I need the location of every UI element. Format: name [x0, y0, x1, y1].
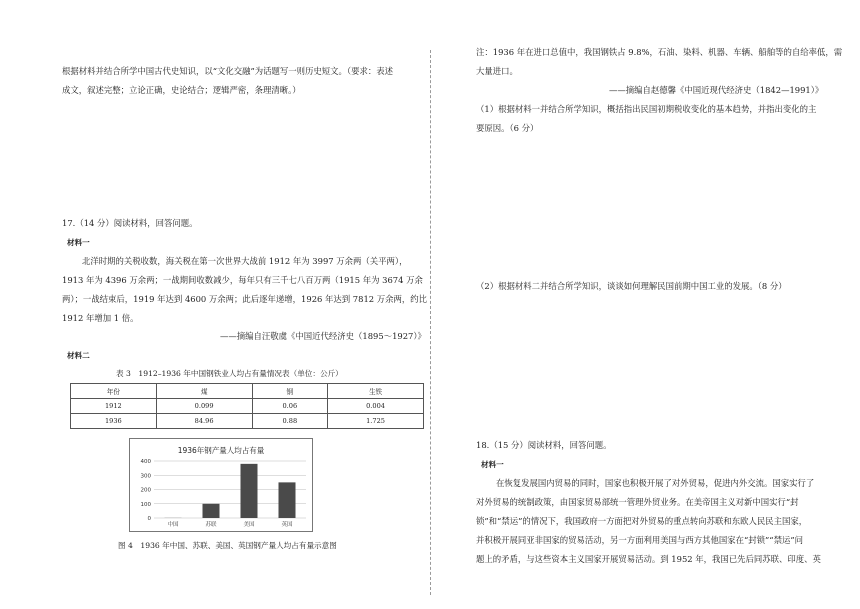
table-cell: 0.004 — [328, 399, 424, 414]
q17-subquestion-1-line-2: 要原因。（6 分） — [476, 123, 539, 133]
chart-svg — [130, 439, 312, 531]
material2-source: ——摘编自赵德馨《中国近现代经济史（1842—1991）》 — [609, 85, 824, 95]
chart-bar — [279, 482, 296, 518]
column-divider — [430, 50, 431, 595]
q18-heading: 18.（15 分）阅读材料，回答问题。 — [476, 440, 612, 450]
table-cell: 1936 — [71, 414, 157, 429]
q17-material1-source: ——摘编自汪敬虞《中国近代经济史（1895～1927）》 — [220, 331, 426, 341]
q17-heading: 17.（14 分）阅读材料，回答问题。 — [62, 218, 198, 228]
chart-x-tick-label: 英国 — [281, 522, 293, 528]
q18-material1-line: 题上的矛盾，与这些资本主义国家开展贸易活动。到 1952 年，我国已先后同苏联、印度、英 — [476, 554, 821, 564]
figure-caption: 图 4 1936 年中国、苏联、美国、英国钢产量人均占有量示意图 — [118, 541, 337, 550]
table-cell: 0.06 — [252, 399, 328, 414]
table-caption: 表 3 1912–1936 年中国钢铁业人均占有量情况表（单位：公斤） — [116, 369, 343, 378]
q17-material1-line: 1912 年增加 1 倍。 — [62, 313, 139, 323]
chart-x-tick-label: 苏联 — [205, 522, 217, 528]
q17-material1-title: 材料一 — [67, 238, 90, 247]
chart-x-tick-label: 中国 — [167, 522, 179, 528]
q17-subquestion-2: （2）根据材料二并结合所学知识，谈谈如何理解民国前期中国工业的发展。（8 分） — [476, 281, 787, 291]
q17-material2-title: 材料二 — [67, 351, 90, 360]
table-row — [71, 399, 424, 414]
steel-bar-chart — [129, 438, 313, 532]
table-header-cell: 生铁 — [328, 384, 424, 399]
note-line-2: 大量进口。 — [476, 66, 518, 76]
chart-x-ticks — [167, 520, 293, 528]
chart-y-tick-label: 200 — [140, 487, 151, 494]
chart-bar — [241, 464, 258, 518]
chart-y-tick-label: 400 — [140, 459, 151, 465]
q18-material1-line: 并积极开展同亚非国家的贸易活动，另一方面利用美国与西方其他国家在“封锁”“禁运”问 — [476, 535, 803, 545]
q18-material1-line: 在恢复发展国内贸易的同时，国家也积极开展了对外贸易，促进内外交流。国家实行了 — [496, 478, 815, 488]
table-row — [71, 414, 424, 429]
q17-material1-line: 1913 年为 4396 万余两；一战期间收数减少，每年只有三千七八百万两（1915 年为 3674 万余 — [62, 275, 423, 285]
table-cell: 84.96 — [156, 414, 252, 429]
table-header-cell: 煤 — [156, 384, 252, 399]
table-cell: 0.88 — [252, 414, 328, 429]
chart-bars — [165, 464, 296, 518]
table-cell: 1912 — [71, 399, 157, 414]
table-cell: 1.725 — [328, 414, 424, 429]
chart-y-tick-label: 0 — [147, 516, 151, 522]
q17-subquestion-1-line-1: （1）根据材料一并结合所学知识，概括指出民国初期税收变化的基本趋势，并指出变化的主 — [476, 104, 817, 114]
table-cell: 0.099 — [156, 399, 252, 414]
chart-y-tick-label: 300 — [140, 473, 151, 480]
chart-y-ticks — [141, 459, 152, 522]
table-header-cell: 钢 — [252, 384, 328, 399]
q17-material1-line: 两）；一战结束后，1919 年达到 4600 万余两；此后逐年递增，1926 年达到 7812 万余两，约比 — [62, 294, 428, 304]
q18-material1-line: 对外贸易的统制政策，由国家贸易部统一管理外贸业务。在美帝国主义对新中国实行“封 — [476, 497, 799, 507]
q18-material1-title: 材料一 — [481, 460, 504, 469]
essay-question-line-1: 根据材料并结合所学中国古代史知识，以“文化交融”为话题写一则历史短文。（要求：表述 — [62, 66, 393, 76]
chart-bar — [203, 504, 220, 518]
chart-x-tick-label: 美国 — [243, 522, 255, 528]
q17-material1-line: 北洋时期的关税收数，海关税在第一次世界大战前 1912 年为 3997 万余两（关平两）， — [82, 256, 408, 266]
table-header-cell: 年份 — [71, 384, 157, 399]
chart-y-tick-label: 100 — [140, 501, 151, 508]
table-header-row — [71, 384, 424, 399]
q18-material1-line: 锁”和“禁运”的情况下，我国政府一方面把对外贸易的重点转向苏联和东欧人民民主国家， — [476, 516, 808, 526]
note-line-1: 注：1936 年在进口总值中，我国钢铁占 9.8%，石油、染料、机器、车辆、船舶等的自给率低，需 — [476, 47, 843, 57]
essay-question-line-2: 成文，叙述完整；立论正确，史论结合；逻辑严密，条理清晰。） — [62, 85, 301, 95]
steel-per-capita-table — [70, 383, 424, 429]
chart-title: 1936年钢产量人均占有量 — [177, 446, 265, 455]
